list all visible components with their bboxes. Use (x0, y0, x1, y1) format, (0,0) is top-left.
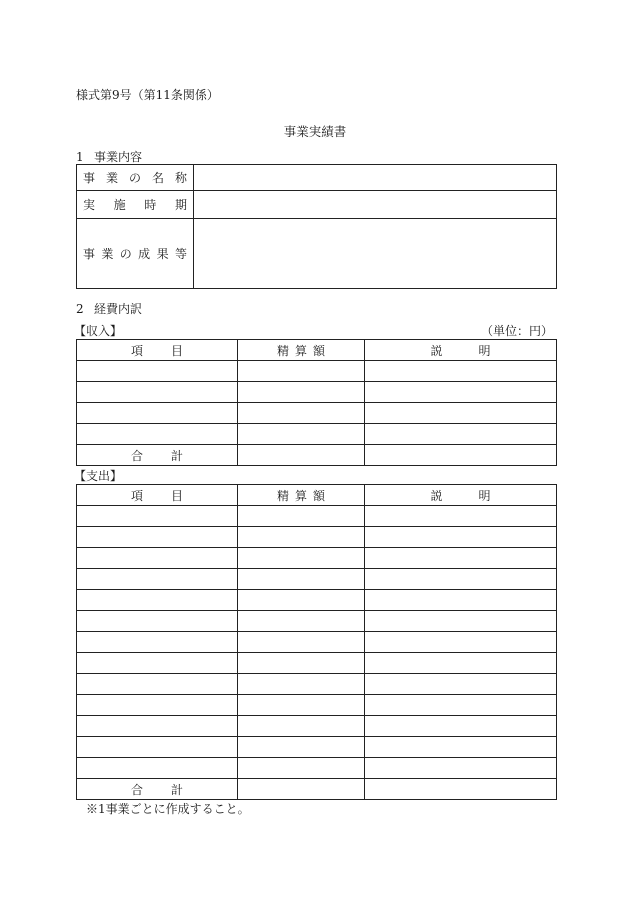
income-row (77, 361, 557, 382)
section-2-title: 経費内訳 (94, 302, 143, 316)
income-item-cell[interactable] (77, 424, 238, 445)
expense-description-cell[interactable] (365, 611, 557, 632)
expense-row (77, 611, 557, 632)
expense-description-cell[interactable] (365, 527, 557, 548)
expense-total-label: 合計 (77, 779, 238, 800)
expense-description-cell[interactable] (365, 653, 557, 674)
expense-label: 【支出】 (74, 469, 123, 483)
expense-description-cell[interactable] (365, 695, 557, 716)
project-name-field[interactable] (194, 165, 557, 191)
expense-item-cell[interactable] (77, 674, 238, 695)
implementation-period-field[interactable] (194, 191, 557, 219)
implementation-period-label (77, 191, 194, 219)
income-row (77, 424, 557, 445)
label-char: 期 (174, 198, 187, 212)
label-char: 業 (101, 247, 114, 261)
project-results-field[interactable] (194, 219, 557, 289)
expense-description-cell[interactable] (365, 590, 557, 611)
expense-row (77, 737, 557, 758)
project-results-label (77, 219, 194, 289)
expense-row (77, 590, 557, 611)
expense-item-cell[interactable] (77, 758, 238, 779)
expense-amount-cell[interactable] (238, 695, 365, 716)
expense-total-description[interactable] (365, 779, 557, 800)
income-item-cell[interactable] (77, 403, 238, 424)
income-header-row (77, 340, 557, 361)
income-header-amount: 精算額 (238, 340, 365, 361)
label-char: 業 (105, 171, 118, 185)
income-description-cell[interactable] (365, 403, 557, 424)
expense-item-cell[interactable] (77, 716, 238, 737)
income-table (76, 339, 557, 466)
expense-amount-cell[interactable] (238, 653, 365, 674)
expense-item-cell[interactable] (77, 569, 238, 590)
expense-header-item: 項目 (77, 485, 238, 506)
expense-description-cell[interactable] (365, 569, 557, 590)
expense-header-description: 説明 (365, 485, 557, 506)
expense-row (77, 632, 557, 653)
expense-amount-cell[interactable] (238, 716, 365, 737)
section-1-title: 事業内容 (94, 150, 143, 164)
income-label: 【収入】 (74, 324, 123, 338)
expense-row (77, 527, 557, 548)
expense-row (77, 674, 557, 695)
expense-item-cell[interactable] (77, 737, 238, 758)
expense-item-cell[interactable] (77, 548, 238, 569)
income-total-label: 合計 (77, 445, 238, 466)
expense-description-cell[interactable] (365, 758, 557, 779)
income-item-cell[interactable] (77, 382, 238, 403)
income-row (77, 403, 557, 424)
expense-description-cell[interactable] (365, 632, 557, 653)
expense-description-cell[interactable] (365, 674, 557, 695)
label-char: 果 (156, 247, 169, 261)
project-info-table (76, 164, 557, 289)
income-amount-cell[interactable] (238, 361, 365, 382)
expense-amount-cell[interactable] (238, 590, 365, 611)
expense-amount-cell[interactable] (238, 527, 365, 548)
income-amount-cell[interactable] (238, 403, 365, 424)
income-amount-cell[interactable] (238, 424, 365, 445)
income-total-description[interactable] (365, 445, 557, 466)
label-char: 実 (83, 198, 96, 212)
expense-total-row (77, 779, 557, 800)
form-number: 様式第9号（第11条関係） (76, 88, 219, 102)
expense-row (77, 548, 557, 569)
expense-amount-cell[interactable] (238, 632, 365, 653)
expense-table (76, 484, 557, 800)
expense-amount-cell[interactable] (238, 674, 365, 695)
expense-description-cell[interactable] (365, 506, 557, 527)
expense-amount-cell[interactable] (238, 611, 365, 632)
income-row (77, 382, 557, 403)
expense-amount-cell[interactable] (238, 758, 365, 779)
expense-item-cell[interactable] (77, 611, 238, 632)
section-1-heading (76, 148, 142, 165)
expense-item-cell[interactable] (77, 506, 238, 527)
document-title: 事業実績書 (283, 124, 347, 139)
unit-note: （単位：円） (481, 324, 554, 338)
expense-row (77, 758, 557, 779)
expense-row (77, 569, 557, 590)
income-header-item: 項目 (77, 340, 238, 361)
project-name-label (77, 165, 194, 191)
label-char: 施 (113, 198, 126, 212)
income-header-description: 説明 (365, 340, 557, 361)
income-description-cell[interactable] (365, 382, 557, 403)
label-char: 名 (151, 171, 164, 185)
income-item-cell[interactable] (77, 361, 238, 382)
section-1-number: 1 (76, 150, 84, 164)
expense-total-amount[interactable] (238, 779, 365, 800)
section-2-heading (76, 300, 142, 317)
label-char: 事 (83, 247, 96, 261)
expense-item-cell[interactable] (77, 527, 238, 548)
footnote: ※1事業ごとに作成すること。 (86, 802, 250, 816)
income-total-row (77, 445, 557, 466)
expense-amount-cell[interactable] (238, 506, 365, 527)
expense-row (77, 653, 557, 674)
income-amount-cell[interactable] (238, 382, 365, 403)
expense-amount-cell[interactable] (238, 737, 365, 758)
expense-header-row (77, 485, 557, 506)
expense-amount-cell[interactable] (238, 569, 365, 590)
label-char: の (119, 247, 132, 261)
label-char: 事 (83, 171, 96, 185)
label-char: 等 (174, 247, 187, 261)
expense-row (77, 695, 557, 716)
section-2-number: 2 (76, 302, 84, 316)
expense-row (77, 506, 557, 527)
label-char: 成 (138, 247, 151, 261)
income-description-cell[interactable] (365, 424, 557, 445)
expense-header-amount: 精算額 (238, 485, 365, 506)
expense-description-cell[interactable] (365, 737, 557, 758)
income-total-amount[interactable] (238, 445, 365, 466)
expense-item-cell[interactable] (77, 590, 238, 611)
label-char: 時 (144, 198, 157, 212)
income-description-cell[interactable] (365, 361, 557, 382)
label-char: の (128, 171, 141, 185)
expense-item-cell[interactable] (77, 695, 238, 716)
expense-item-cell[interactable] (77, 632, 238, 653)
expense-description-cell[interactable] (365, 716, 557, 737)
expense-item-cell[interactable] (77, 653, 238, 674)
expense-row (77, 716, 557, 737)
label-char: 称 (174, 171, 187, 185)
expense-amount-cell[interactable] (238, 548, 365, 569)
expense-description-cell[interactable] (365, 548, 557, 569)
